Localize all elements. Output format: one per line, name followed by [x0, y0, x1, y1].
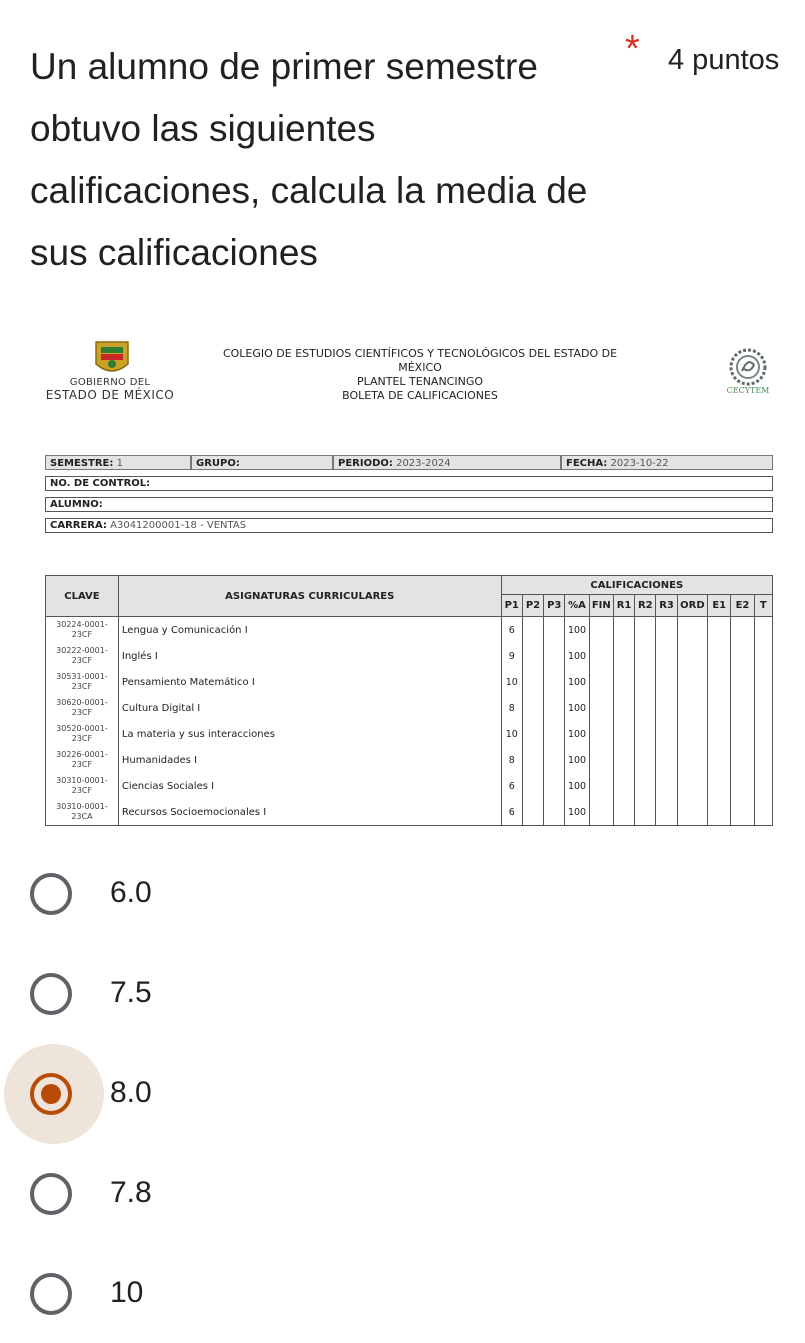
clave-cell — [46, 773, 119, 799]
asignatura-cell: Pensamiento Matemático I — [118, 669, 501, 695]
empty-grade-cell — [708, 643, 731, 669]
sub-header: ORD — [677, 595, 707, 617]
empty-grade-cell — [589, 747, 613, 773]
alumno-label: ALUMNO: — [50, 499, 103, 510]
empty-grade-cell — [589, 617, 613, 644]
alumno-box — [45, 497, 773, 512]
clave-code: 30620-0001- — [56, 698, 108, 707]
clave-code: 30531-0001- — [56, 672, 108, 681]
header-asignaturas: ASIGNATURAS CURRICULARES — [118, 576, 501, 617]
empty-grade-cell — [635, 799, 656, 826]
empty-grade-cell — [677, 799, 707, 826]
gobierno-label-line1: GOBIERNO DEL — [69, 377, 151, 388]
document-title: BOLETA DE CALIFICACIONES — [342, 389, 498, 402]
empty-grade-cell — [731, 695, 754, 721]
option-label[interactable]: 6.0 — [110, 876, 152, 909]
empty-grade-cell — [589, 669, 613, 695]
periodo-label: PERIODO: — [338, 458, 393, 469]
empty-grade-cell — [613, 643, 634, 669]
asignatura-cell: Inglés I — [118, 643, 501, 669]
grades-table — [45, 575, 773, 826]
option-label[interactable]: 7.5 — [110, 976, 152, 1009]
table-row — [46, 617, 773, 644]
empty-grade-cell — [589, 721, 613, 747]
empty-grade-cell — [656, 695, 677, 721]
percent-attendance-cell: 100 — [565, 747, 589, 773]
clave-code: 30224-0001- — [56, 620, 108, 629]
clave-suffix: 23CF — [71, 656, 93, 665]
table-row — [46, 643, 773, 669]
fecha-value: 2023-10-22 — [610, 458, 669, 469]
asignatura-cell: Lengua y Comunicación I — [118, 617, 501, 644]
empty-grade-cell — [754, 747, 772, 773]
empty-grade-cell — [656, 773, 677, 799]
table-row — [46, 721, 773, 747]
clave-cell — [46, 669, 119, 695]
clave-suffix: 23CF — [71, 786, 93, 795]
empty-grade-cell — [708, 669, 731, 695]
empty-grade-cell — [635, 721, 656, 747]
question-points: 4 puntos — [668, 44, 780, 76]
clave-cell — [46, 695, 119, 721]
semestre-label: SEMESTRE: — [50, 458, 114, 469]
empty-grade-cell — [635, 617, 656, 644]
periodo-cell — [333, 455, 561, 470]
radio-button[interactable] — [30, 1273, 72, 1315]
empty-grade-cell — [708, 773, 731, 799]
clave-suffix: 23CA — [71, 812, 93, 821]
empty-grade-cell — [731, 643, 754, 669]
empty-grade-cell — [656, 747, 677, 773]
percent-attendance-cell: 100 — [565, 695, 589, 721]
empty-grade-cell — [613, 773, 634, 799]
empty-grade-cell — [635, 773, 656, 799]
sub-header: P3 — [544, 595, 565, 617]
empty-grade-cell — [754, 695, 772, 721]
empty-grade-cell — [754, 643, 772, 669]
empty-grade-cell — [613, 799, 634, 826]
sub-header: T — [754, 595, 772, 617]
empty-grade-cell — [613, 669, 634, 695]
radio-button[interactable] — [30, 1173, 72, 1215]
clave-code: 30310-0001- — [56, 802, 108, 811]
p2-cell — [522, 773, 543, 799]
semestre-value: 1 — [116, 458, 123, 469]
p1-cell: 9 — [501, 643, 522, 669]
p1-cell: 8 — [501, 695, 522, 721]
empty-grade-cell — [656, 617, 677, 644]
radio-button[interactable] — [30, 873, 72, 915]
cecytem-label: CECYTEM — [726, 386, 770, 395]
required-asterisk: * — [625, 28, 640, 70]
empty-grade-cell — [708, 721, 731, 747]
empty-grade-cell — [677, 617, 707, 644]
p3-cell — [544, 643, 565, 669]
clave-code: 30226-0001- — [56, 750, 108, 759]
empty-grade-cell — [708, 747, 731, 773]
control-box — [45, 476, 773, 491]
info-row-semestre — [45, 455, 773, 470]
p2-cell — [522, 695, 543, 721]
header-clave: CLAVE — [46, 576, 119, 617]
radio-button[interactable] — [30, 973, 72, 1015]
empty-grade-cell — [635, 695, 656, 721]
clave-cell — [46, 617, 119, 644]
table-row — [46, 669, 773, 695]
empty-grade-cell — [613, 695, 634, 721]
empty-grade-cell — [656, 669, 677, 695]
cecytem-logo-icon — [728, 347, 768, 387]
clave-suffix: 23CF — [71, 708, 93, 717]
p3-cell — [544, 799, 565, 826]
empty-grade-cell — [708, 695, 731, 721]
percent-attendance-cell: 100 — [565, 773, 589, 799]
p1-cell: 8 — [501, 747, 522, 773]
p1-cell: 6 — [501, 799, 522, 826]
clave-code: 30310-0001- — [56, 776, 108, 785]
p2-cell — [522, 617, 543, 644]
clave-cell — [46, 747, 119, 773]
institution-header — [200, 347, 640, 403]
sub-header: R2 — [635, 595, 656, 617]
p1-cell: 6 — [501, 773, 522, 799]
radio-dot-icon — [41, 1084, 61, 1104]
carrera-label: CARRERA: — [50, 520, 107, 531]
sub-header: R3 — [656, 595, 677, 617]
option-5[interactable] — [0, 1254, 805, 1334]
empty-grade-cell — [656, 643, 677, 669]
header-calificaciones: CALIFICACIONES — [501, 576, 772, 595]
empty-grade-cell — [731, 669, 754, 695]
percent-attendance-cell: 100 — [565, 617, 589, 644]
empty-grade-cell — [589, 643, 613, 669]
p1-cell: 10 — [501, 669, 522, 695]
empty-grade-cell — [731, 721, 754, 747]
empty-grade-cell — [613, 721, 634, 747]
p2-cell — [522, 799, 543, 826]
empty-grade-cell — [677, 643, 707, 669]
empty-grade-cell — [708, 799, 731, 826]
p2-cell — [522, 643, 543, 669]
option-3[interactable] — [0, 1054, 805, 1134]
clave-cell — [46, 799, 119, 826]
empty-grade-cell — [754, 617, 772, 644]
empty-grade-cell — [731, 773, 754, 799]
empty-grade-cell — [613, 617, 634, 644]
empty-grade-cell — [708, 617, 731, 644]
option-label[interactable]: 8.0 — [110, 1076, 152, 1109]
option-label[interactable]: 7.8 — [110, 1176, 152, 1209]
institution-name: COLEGIO DE ESTUDIOS CIENTÍFICOS Y TECNOLÓGICOS DEL ESTADO DE MÉXICO — [222, 347, 618, 374]
sub-header: FIN — [589, 595, 613, 617]
control-label: NO. DE CONTROL: — [50, 478, 151, 489]
empty-grade-cell — [589, 695, 613, 721]
radio-button[interactable] — [30, 1073, 72, 1115]
clave-suffix: 23CF — [71, 760, 93, 769]
percent-attendance-cell: 100 — [565, 721, 589, 747]
clave-cell — [46, 721, 119, 747]
asignatura-cell: Humanidades I — [118, 747, 501, 773]
p3-cell — [544, 669, 565, 695]
p3-cell — [544, 747, 565, 773]
asignatura-cell: Cultura Digital I — [118, 695, 501, 721]
p2-cell — [522, 747, 543, 773]
clave-code: 30222-0001- — [56, 646, 108, 655]
sub-header: P1 — [501, 595, 522, 617]
empty-grade-cell — [677, 669, 707, 695]
plantel-name: PLANTEL TENANCINGO — [356, 375, 484, 388]
empty-grade-cell — [754, 773, 772, 799]
clave-suffix: 23CF — [71, 734, 93, 743]
sub-header: P2 — [522, 595, 543, 617]
option-2[interactable] — [0, 954, 805, 1034]
empty-grade-cell — [754, 799, 772, 826]
sub-header: E2 — [731, 595, 754, 617]
empty-grade-cell — [731, 799, 754, 826]
empty-grade-cell — [635, 669, 656, 695]
clave-cell — [46, 643, 119, 669]
sub-header: R1 — [613, 595, 634, 617]
p1-cell: 10 — [501, 721, 522, 747]
empty-grade-cell — [677, 695, 707, 721]
table-row — [46, 773, 773, 799]
asignatura-cell: Ciencias Sociales I — [118, 773, 501, 799]
fecha-label: FECHA: — [566, 458, 608, 469]
empty-grade-cell — [656, 799, 677, 826]
clave-suffix: 23CF — [71, 630, 93, 639]
asignatura-cell: Recursos Socioemocionales I — [118, 799, 501, 826]
carrera-box — [45, 518, 773, 533]
carrera-value: A3041200001-18 - VENTAS — [110, 520, 247, 531]
clave-suffix: 23CF — [71, 682, 93, 691]
empty-grade-cell — [754, 669, 772, 695]
empty-grade-cell — [731, 617, 754, 644]
empty-grade-cell — [589, 799, 613, 826]
boleta-image — [40, 335, 775, 835]
table-row — [46, 799, 773, 826]
p3-cell — [544, 617, 565, 644]
question-title: Un alumno de primer semestre obtuvo las siguientes calificaciones, calcula la media de sus calificaciones — [30, 46, 588, 273]
table-row — [46, 695, 773, 721]
percent-attendance-cell: 100 — [565, 643, 589, 669]
gobierno-coat-of-arms-icon — [90, 338, 134, 378]
grupo-label: GRUPO: — [196, 458, 240, 469]
sub-header: %A — [565, 595, 589, 617]
empty-grade-cell — [589, 773, 613, 799]
option-4[interactable] — [0, 1154, 805, 1234]
empty-grade-cell — [677, 773, 707, 799]
fecha-cell — [561, 455, 773, 470]
empty-grade-cell — [677, 721, 707, 747]
asignatura-cell: La materia y sus interacciones — [118, 721, 501, 747]
empty-grade-cell — [635, 643, 656, 669]
empty-grade-cell — [613, 747, 634, 773]
p3-cell — [544, 773, 565, 799]
p2-cell — [522, 721, 543, 747]
sub-header: E1 — [708, 595, 731, 617]
p3-cell — [544, 721, 565, 747]
empty-grade-cell — [656, 721, 677, 747]
p1-cell: 6 — [501, 617, 522, 644]
option-label[interactable]: 10 — [110, 1276, 144, 1309]
clave-code: 30520-0001- — [56, 724, 108, 733]
p3-cell — [544, 695, 565, 721]
periodo-value: 2023-2024 — [396, 458, 451, 469]
empty-grade-cell — [754, 721, 772, 747]
grupo-cell — [191, 455, 333, 470]
empty-grade-cell — [635, 747, 656, 773]
option-1[interactable] — [0, 854, 805, 934]
p2-cell — [522, 669, 543, 695]
empty-grade-cell — [677, 747, 707, 773]
percent-attendance-cell: 100 — [565, 669, 589, 695]
percent-attendance-cell: 100 — [565, 799, 589, 826]
semestre-cell — [45, 455, 191, 470]
gobierno-label-line2: ESTADO DE MÉXICO — [45, 388, 175, 402]
empty-grade-cell — [731, 747, 754, 773]
table-row — [46, 747, 773, 773]
